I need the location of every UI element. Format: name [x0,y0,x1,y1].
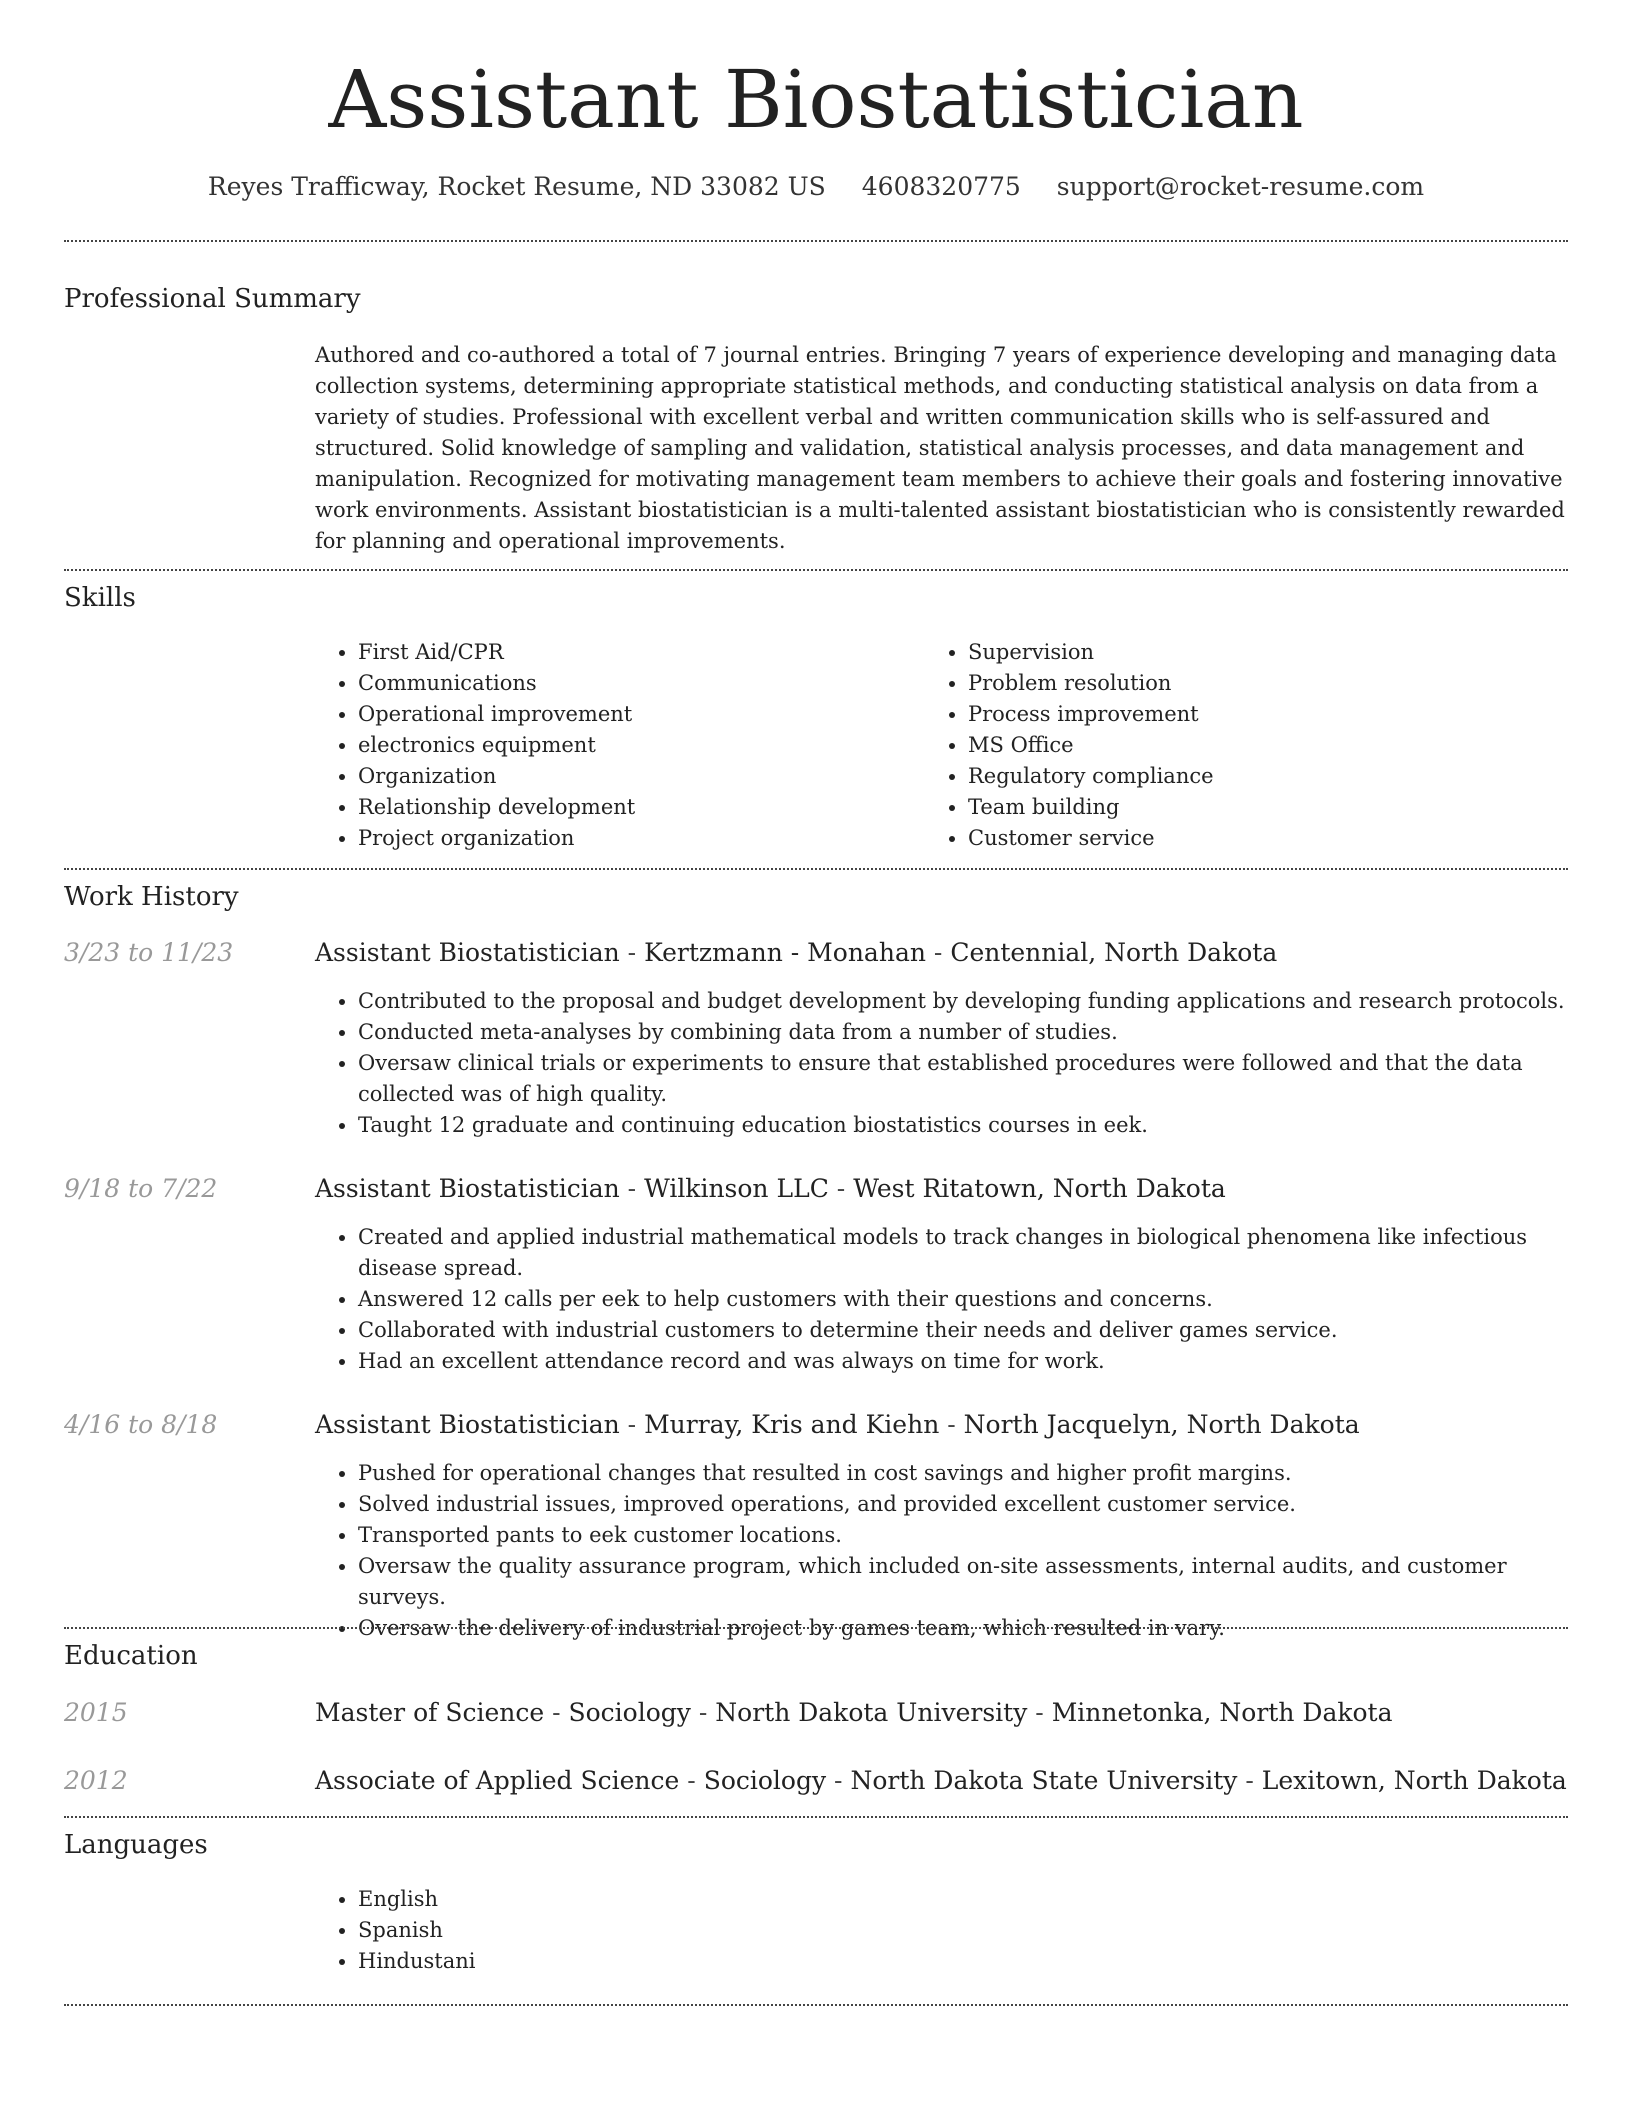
skill-item: • Customer service [968,823,1568,854]
job-location: North Jacquelyn, North Dakota [963,1410,1360,1439]
job-bullet: • Solved industrial issues, improved operations, and provided excellent customer service. [358,1489,1578,1520]
job-bullet: • Had an excellent attendance record and was always on time for work. [358,1346,1578,1377]
contact-address: Reyes Trafficway, Rocket Resume, ND 33082 US [207,172,826,201]
summary-text: Authored and co-authored a total of 7 journal entries. Bringing 7 years of experience developing and managing data collection systems, determining appropriate statistical methods, and conducting statistical analysis on data from a variety of studies. Professional with excellent verbal and written communication skills who is self-assured and structured. Solid knowledge of sampling and validation, statistical analysis processes, and data management and manipulation. Recognized for motivating management team members to achieve their goals and fostering innovative work environments. Assistant biostatistician is a multi-talented assistant biostatistician who is consistently rewarded for planning and operational improvements. [315,343,1565,553]
job-title: Assistant Biostatistician [315,1174,620,1203]
separator: - [627,1410,645,1439]
skills-heading: Skills [64,583,136,613]
skill-item: • MS Office [968,730,1568,761]
skill-item: • Communications [358,668,918,699]
job-bullets [314,1222,1578,1377]
skill-item: • Process improvement [968,699,1568,730]
section-divider [64,868,1568,870]
separator: - [834,1766,851,1795]
work-history-heading: Work History [64,882,239,912]
education-entry [315,1696,1393,1730]
job-bullet: • Pushed for operational changes that resulted in cost savings and higher profit margins. [358,1458,1578,1489]
job-bullet: • Oversaw the delivery of industrial project by games team, which resulted in vary. [358,1613,1578,1644]
job-bullets [314,986,1578,1141]
job-company: Wilkinson LLC [644,1174,829,1203]
separator: - [1245,1766,1262,1795]
job-bullets [314,1458,1578,1644]
job-bullet: • Contributed to the proposal and budget development by developing funding applications and research protocols. [358,986,1578,1017]
education-school: North Dakota State University [850,1766,1238,1795]
separator: - [933,938,951,967]
languages-list [314,1884,958,1977]
job-bullet: • Conducted meta-analyses by combining data from a number of studies. [358,1017,1578,1048]
skill-item: • electronics equipment [358,730,918,761]
job-bullet: • Taught 12 graduate and continuing education biostatistics courses in eek. [358,1110,1578,1141]
language-item: • English [358,1884,958,1915]
language-item: • Spanish [358,1915,958,1946]
job-location: Centennial, North Dakota [950,938,1278,967]
resume-title: Assistant Biostatistician [328,53,1304,146]
skill-item: • Organization [358,761,918,792]
skill-item: • Relationship development [358,792,918,823]
languages-heading: Languages [64,1830,208,1860]
job-bullet: • Oversaw the quality assurance program, which included on-site assessments, internal audits, and customer surveys. [358,1551,1578,1613]
job-bullet: • Created and applied industrial mathematical models to track changes in biological phenomena like infectious disease spread. [358,1222,1578,1284]
contact-phone: 4608320775 [861,172,1021,201]
separator: - [1035,1698,1052,1727]
education-field: Sociology [568,1698,691,1727]
skill-item: • Team building [968,792,1568,823]
contact-email: support@rocket-resume.com [1056,172,1425,201]
education-degree: Associate of Applied Science [315,1766,680,1795]
skill-item: • Supervision [968,637,1568,668]
education-location: Minnetonka, North Dakota [1051,1698,1393,1727]
separator: - [836,1174,854,1203]
section-divider [64,1627,1568,1629]
section-divider [64,1816,1568,1818]
skills-list-right [924,637,1568,854]
job-location: West Ritatown, North Dakota [853,1174,1226,1203]
job-heading [315,1408,1360,1442]
skill-item: • Project organization [358,823,918,854]
job-bullet: • Oversaw clinical trials or experiments to ensure that established procedures were followed and that the data collected was of high quality. [358,1048,1578,1110]
section-divider [64,2004,1568,2006]
job-title: Assistant Biostatistician [315,1410,620,1439]
job-heading [315,1172,1226,1206]
education-degree: Master of Science [315,1698,545,1727]
education-field: Sociology [703,1766,827,1795]
separator: - [627,1174,645,1203]
contact-line [0,170,1632,204]
job-bullet: • Collaborated with industrial customers to determine their needs and deliver games service. [358,1315,1578,1346]
separator: - [687,1766,704,1795]
education-location: Lexitown, North Dakota [1261,1766,1567,1795]
section-divider [64,569,1568,571]
language-item: • Hindustani [358,1946,958,1977]
education-year: 2015 [64,1698,128,1727]
skill-item: • Operational improvement [358,699,918,730]
job-dates: 9/18 to 7/22 [64,1174,218,1203]
separator: - [947,1410,964,1439]
job-company: Murray, Kris and Kiehn [644,1410,940,1439]
education-heading: Education [64,1641,198,1671]
separator: - [552,1698,569,1727]
skill-item: • Problem resolution [968,668,1568,699]
job-dates: 3/23 to 11/23 [64,938,234,967]
education-year: 2012 [64,1766,128,1795]
job-dates: 4/16 to 8/18 [64,1410,218,1439]
skill-item: • Regulatory compliance [968,761,1568,792]
summary-heading: Professional Summary [64,284,361,314]
job-bullet: • Transported pants to eek customer locations. [358,1520,1578,1551]
separator: - [698,1698,716,1727]
job-bullet: • Answered 12 calls per eek to help customers with their questions and concerns. [358,1284,1578,1315]
section-divider [64,240,1568,242]
job-heading [315,936,1277,970]
job-company: Kertzmann - Monahan [644,938,926,967]
education-school: North Dakota University [715,1698,1028,1727]
skills-list-left [314,637,918,854]
separator: - [627,938,645,967]
education-entry [315,1764,1567,1798]
skill-item: • First Aid/CPR [358,637,918,668]
job-title: Assistant Biostatistician [315,938,620,967]
